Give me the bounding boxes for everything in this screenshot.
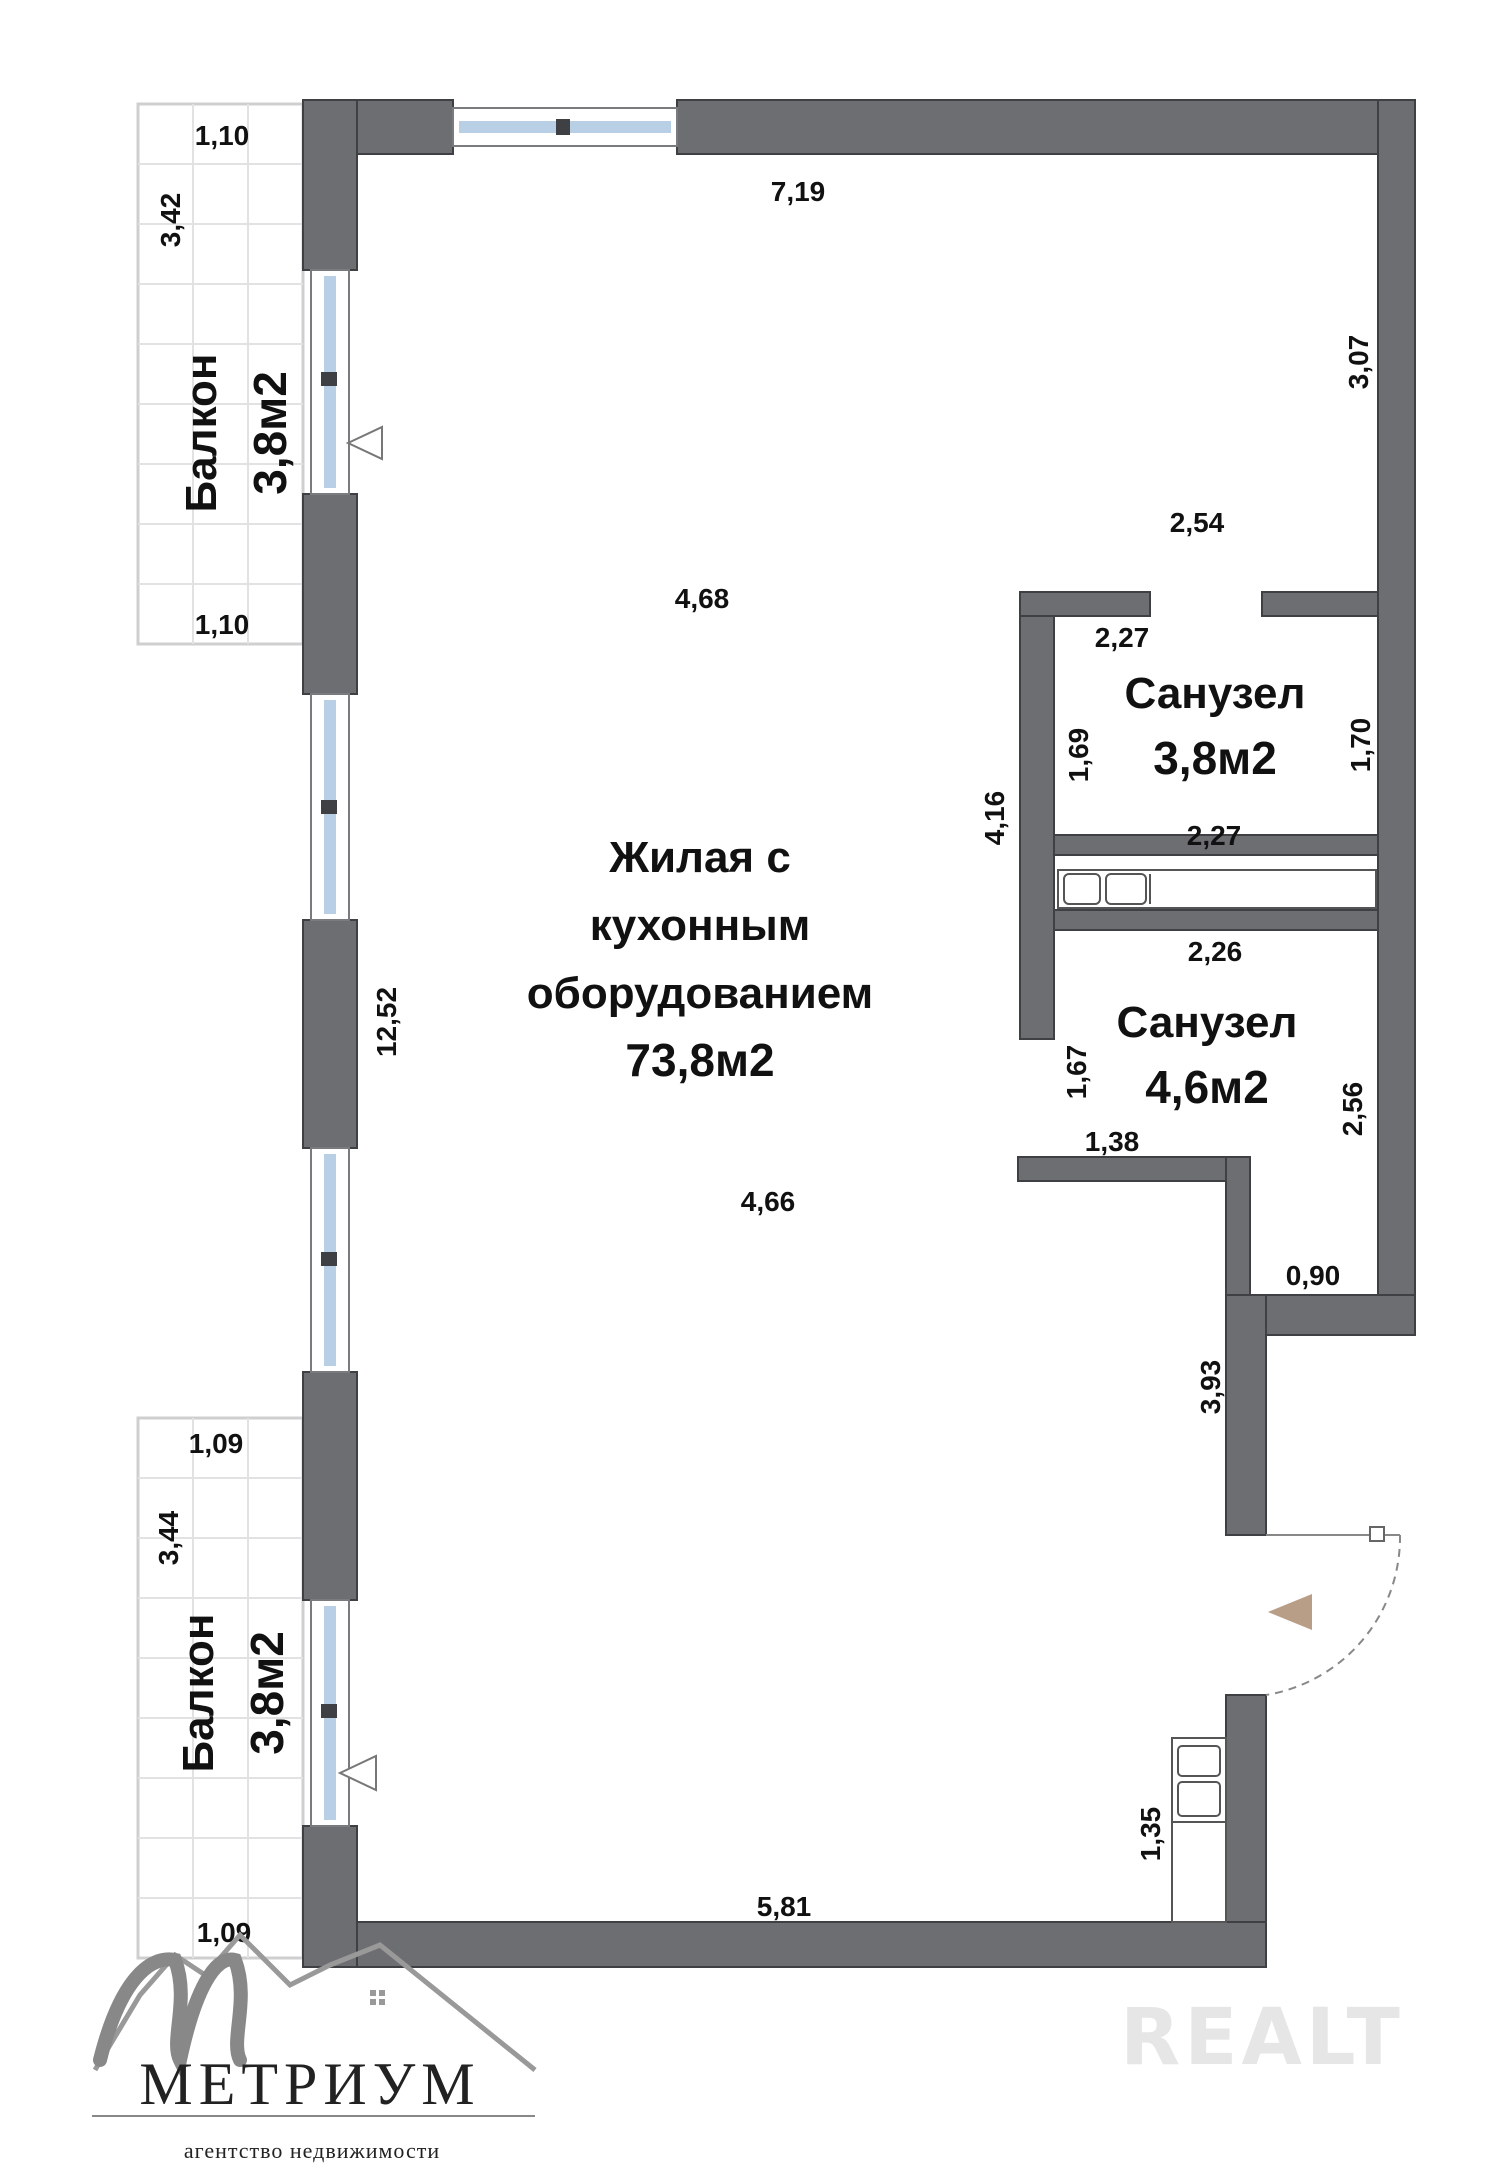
metrium-logo xyxy=(92,1935,535,2163)
dim-right-upper: 3,07 xyxy=(1343,334,1374,390)
dim-recess: 0,90 xyxy=(1285,1260,1341,1291)
bath2-area: 4,6м2 xyxy=(1145,1061,1269,1113)
windows xyxy=(311,108,677,1826)
dim-bath1-left: 1,69 xyxy=(1063,727,1094,783)
kitchen-niche-fixture xyxy=(1172,1738,1226,1922)
balcony-top-title: Балкон xyxy=(177,353,226,513)
dim-kitchen-niche: 1,35 xyxy=(1135,1806,1166,1862)
dim-top-wall: 7,19 xyxy=(770,176,826,207)
dim-entry-wall: 3,93 xyxy=(1195,1359,1226,1415)
dim-balcony-top-width-top: 1,10 xyxy=(194,120,250,151)
dim-bath2-left: 1,67 xyxy=(1061,1044,1092,1100)
dim-bath2-right: 2,56 xyxy=(1337,1081,1368,1137)
living-room-area: 73,8м2 xyxy=(625,1034,775,1086)
dim-bath1-right: 1,70 xyxy=(1345,717,1376,773)
dim-balcony-bottom-width-bottom: 1,09 xyxy=(196,1917,252,1948)
bath1-area: 3,8м2 xyxy=(1153,732,1277,784)
living-room-title-line3: оборудованием xyxy=(526,969,874,1018)
dim-living-width-upper: 4,68 xyxy=(674,583,730,614)
realt-watermark: REALT xyxy=(1120,1993,1404,2083)
balcony-bottom-title: Балкон xyxy=(174,1613,223,1773)
bath2-title: Санузел xyxy=(1116,998,1298,1047)
dim-corridor-width: 2,54 xyxy=(1169,507,1225,538)
dim-bath2-top: 2,26 xyxy=(1187,936,1243,967)
dim-balcony-top-length: 3,42 xyxy=(155,192,186,248)
balcony-bottom-area: 3,8м2 xyxy=(241,1631,293,1755)
dim-balcony-top-width-bottom: 1,10 xyxy=(194,609,250,640)
dim-bath1-bottom: 2,27 xyxy=(1186,820,1242,851)
dim-living-width-lower: 4,66 xyxy=(740,1186,796,1217)
living-room-title-line2: кухонным xyxy=(589,901,811,950)
dim-living-length: 12,52 xyxy=(371,986,402,1058)
logo-name: МЕТРИУМ xyxy=(139,2051,481,2117)
bath1-title: Санузел xyxy=(1124,669,1306,718)
logo-subtitle: агентство недвижимости xyxy=(183,2138,441,2163)
dim-bath-block-height: 4,16 xyxy=(979,790,1010,846)
living-room-title-line1: Жилая с xyxy=(609,833,791,882)
entry-arrow-icon xyxy=(1268,1594,1312,1630)
dim-bath1-top: 2,27 xyxy=(1094,622,1150,653)
dim-balcony-bottom-width-top: 1,09 xyxy=(188,1428,244,1459)
balcony-top-area: 3,8м2 xyxy=(244,371,296,495)
dim-bath2-bottom: 1,38 xyxy=(1084,1126,1140,1157)
balcony-top-access-arrow-icon xyxy=(348,427,382,459)
dim-bottom-wall: 5,81 xyxy=(756,1891,812,1922)
dim-balcony-bottom-length: 3,44 xyxy=(153,1510,184,1566)
bathroom-fixtures xyxy=(1058,870,1376,908)
